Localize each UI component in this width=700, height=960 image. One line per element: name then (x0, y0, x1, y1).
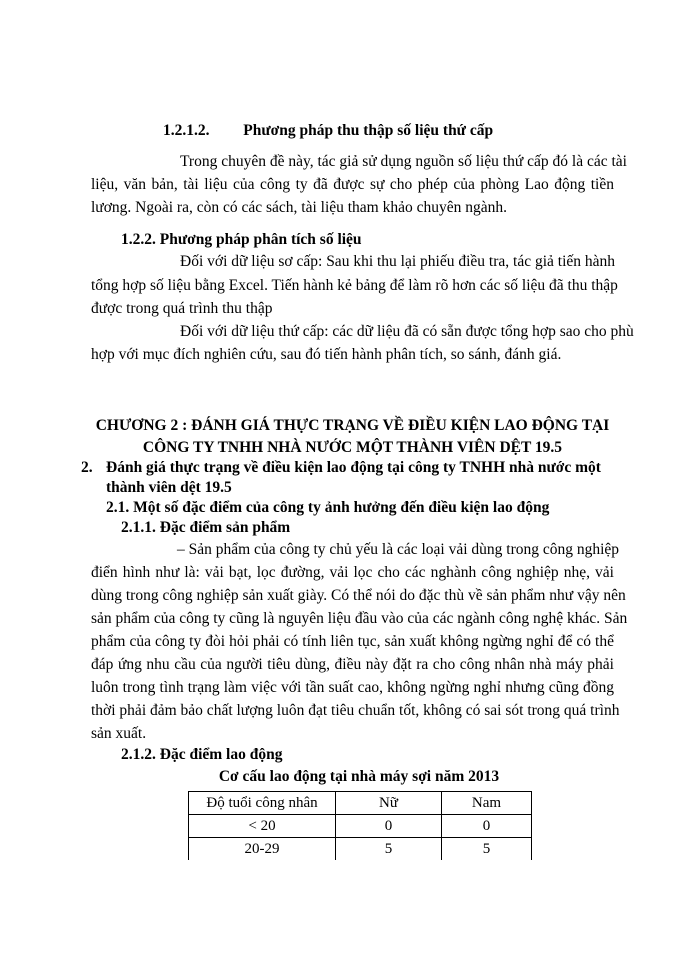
table-header-cell: Độ tuổi công nhân (189, 792, 336, 815)
heading-2-number: 2. (81, 459, 93, 476)
heading-2-1-1: 2.1.1. Đặc điểm sản phẩm (121, 519, 291, 536)
table-header-cell: Nữ (336, 792, 442, 815)
labor-structure-table (188, 791, 532, 860)
paragraph-line: sản xuất. (91, 725, 147, 742)
paragraph-line: đáp ứng nhu cầu của người tiêu dùng, điều này đặt ra cho công nhân nhà máy phải (91, 656, 614, 673)
paragraph-line: Đối với dữ liệu thứ cấp: các dữ liệu đã có sẵn được tổng hợp sao cho phù (180, 323, 634, 340)
paragraph-line: liệu, văn bản, tài liệu của công ty đã được sự cho phép của phòng Lao động tiền (91, 176, 614, 193)
paragraph-line: Trong chuyên đề này, tác giả sử dụng nguồn số liệu thứ cấp đó là các tài (180, 153, 627, 170)
table-row (189, 815, 532, 838)
paragraph-line: tổng hợp số liệu bằng Excel. Tiến hành kẻ bảng để làm rõ hơn các số liệu đã thu thập (91, 277, 618, 294)
table-cell: 0 (336, 815, 442, 838)
paragraph-line: thời phải đảm bảo chất lượng luôn đạt tiêu chuẩn tốt, không có sai sót trong quá trình (91, 702, 620, 719)
paragraph-line: ‒ Sản phẩm của công ty chủ yếu là các loại vải dùng trong công nghiệp (177, 541, 620, 558)
heading-2-1-2: 2.1.2. Đặc điểm lao động (121, 746, 283, 763)
table-row (189, 838, 532, 861)
section-title: Phương pháp thu thập số liệu thứ cấp (243, 122, 494, 139)
paragraph-line: sản phẩm của công ty cũng là nguyên liệu đầu vào của các ngành công nghệ khác. Sản (91, 610, 628, 627)
table-caption: Cơ cấu lao động tại nhà máy sợi năm 2013 (218, 768, 500, 785)
paragraph-line: Đối với dữ liệu sơ cấp: Sau khi thu lại phiếu điều tra, tác giả tiến hành (180, 253, 616, 270)
paragraph-line: được trong quá trình thu thập (91, 300, 273, 317)
section-122-heading: 1.2.2. Phương pháp phân tích số liệu (121, 231, 362, 248)
paragraph-line: dùng trong công nghiệp sản xuất giày. Có thể nói do đặc thù về sản phẩm như vậy nên (91, 587, 626, 604)
paragraph-line: điển hình như là: vải bạt, lọc đường, vải lọc cho các nghành công nghiệp nhẹ, vải (91, 564, 614, 581)
table-cell: < 20 (189, 815, 336, 838)
paragraph-line: luôn trong tình trạng làm việc với tần suất cao, không ngừng nghỉ nhưng cũng đồng (91, 679, 614, 696)
table-header-cell: Nam (442, 792, 532, 815)
table-header-row (189, 792, 532, 815)
chapter-title-line2: CÔNG TY TNHH NHÀ NƯỚC MỘT THÀNH VIÊN DỆT 19.5 (142, 439, 563, 456)
heading-2-line1: Đánh giá thực trạng về điều kiện lao động tại công ty TNHH nhà nước một (106, 459, 601, 476)
section-1212-heading (163, 122, 493, 140)
heading-2-line2: thành viên dệt 19.5 (106, 479, 232, 496)
table-cell: 20-29 (189, 838, 336, 861)
table-cell: 5 (442, 838, 532, 861)
paragraph-line: lương. Ngoài ra, còn có các sách, tài liệu tham khảo chuyên ngành. (91, 199, 508, 216)
section-number: 1.2.1.2. (163, 122, 210, 139)
paragraph-line: hợp với mục đích nghiên cứu, sau đó tiến hành phân tích, so sánh, đánh giá. (91, 346, 562, 363)
table-cell: 0 (442, 815, 532, 838)
heading-2-1: 2.1. Một số đặc điểm của công ty ảnh hưởng đến điều kiện lao động (106, 499, 550, 516)
table-cell: 5 (336, 838, 442, 861)
paragraph-line: phẩm của công ty đòi hỏi phải có tính liên tục, sản xuất không ngừng nghỉ để có thể (91, 633, 614, 650)
chapter-title-line1: CHƯƠNG 2 : ĐÁNH GIÁ THỰC TRẠNG VỀ ĐIỀU KIỆN LAO ĐỘNG TẠI (95, 417, 610, 434)
